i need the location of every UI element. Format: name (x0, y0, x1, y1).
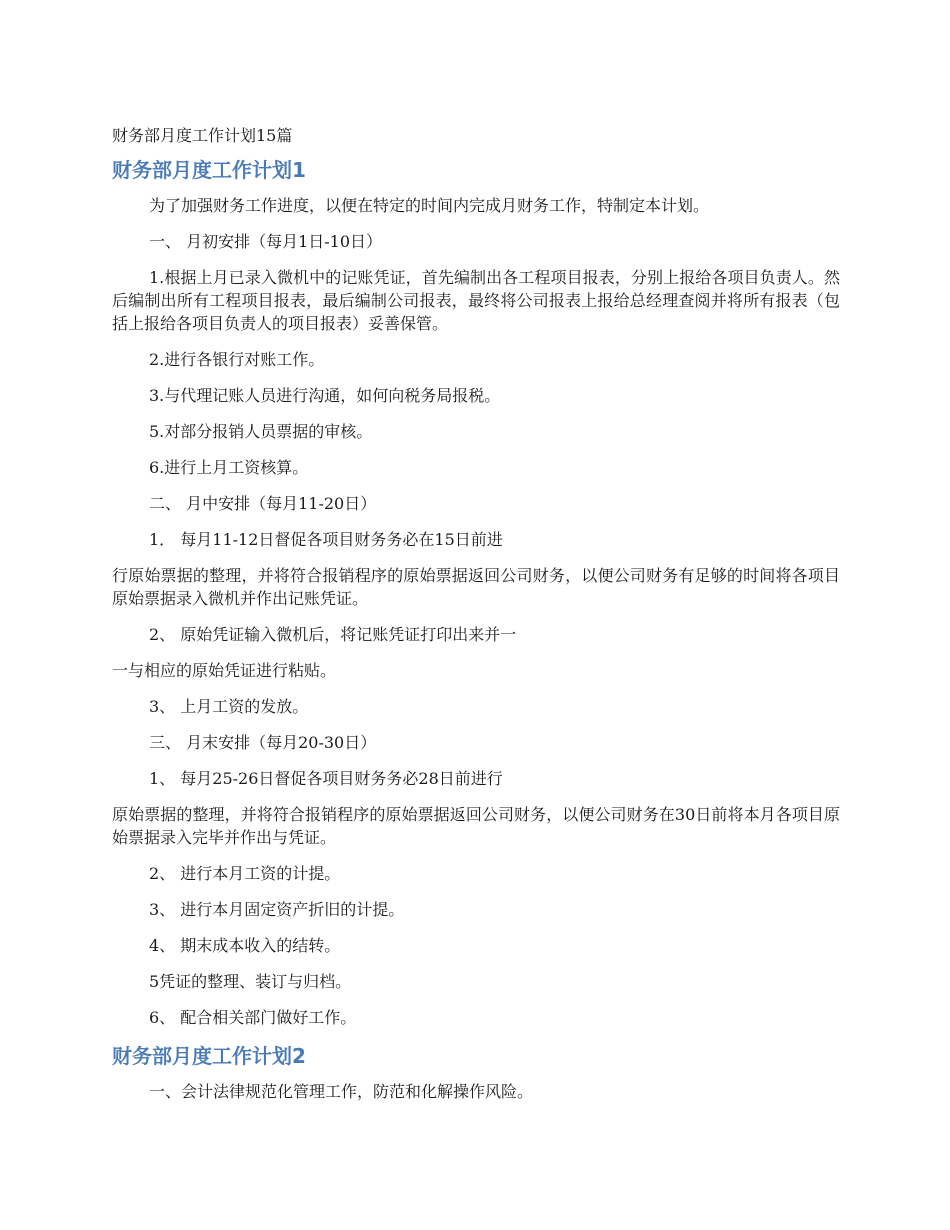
paragraph: 为了加强财务工作进度，以便在特定的时间内完成月财务工作，特制定本计划。 (149, 196, 710, 215)
paragraph: 4、 期末成本收入的结转。 (149, 936, 341, 955)
section-heading: 财务部月度工作计划2 (112, 1044, 306, 1068)
paragraph: 一、会计法律规范化管理工作，防范和化解操作风险。 (149, 1082, 534, 1101)
paragraph: 二、 月中安排（每月11-20日） (149, 494, 377, 513)
document-body (112, 156, 840, 1103)
document-page (112, 112, 840, 1116)
paragraph: 1． 每月11-12日督促各项目财务务必在15日前进 (149, 530, 503, 549)
paragraph: 1、 每月25-26日督促各项目财务务必28日前进行 (149, 769, 503, 788)
paragraph: 6.进行上月工资核算。 (149, 458, 309, 477)
paragraph: 2、 原始凭证输入微机后，将记账凭证打印出来并一 (149, 625, 517, 644)
paragraph: 5.对部分报销人员票据的审核。 (149, 422, 373, 441)
paragraph: 1.根据上月已录入微机中的记账凭证，首先编制出各工程项目报表，分别上报给各项目负责人。然后编制出所有工程项目报表，最后编制公司报表，最终将公司报表上报给总经理查阅并将所有报表（包括上报给各项目负责人的项目报表）妥善保管。 (112, 268, 840, 333)
paragraph: 一、 月初安排（每月1日-10日） (149, 232, 383, 251)
document-title: 财务部月度工作计划15篇 (112, 126, 293, 145)
paragraph: 6、 配合相关部门做好工作。 (149, 1008, 357, 1027)
paragraph: 三、 月末安排（每月20-30日） (149, 733, 377, 752)
paragraph: 原始票据的整理，并将符合报销程序的原始票据返回公司财务，以便公司财务在30日前将本月各项目原始票据录入完毕并作出与凭证。 (112, 805, 840, 847)
paragraph: 2、 进行本月工资的计提。 (149, 864, 341, 883)
document-section (112, 156, 840, 1029)
document-section (112, 1042, 840, 1103)
paragraph: 5凭证的整理、装订与归档。 (149, 972, 352, 991)
section-heading: 财务部月度工作计划1 (112, 158, 306, 182)
paragraph: 3、 进行本月固定资产折旧的计提。 (149, 900, 405, 919)
paragraph: 一与相应的原始凭证进行粘贴。 (112, 661, 337, 680)
paragraph: 3.与代理记账人员进行沟通，如何向税务局报税。 (149, 386, 501, 405)
paragraph: 行原始票据的整理，并将符合报销程序的原始票据返回公司财务，以便公司财务有足够的时间将各项目原始票据录入微机并作出记账凭证。 (112, 566, 840, 608)
paragraph: 3、 上月工资的发放。 (149, 697, 309, 716)
paragraph: 2.进行各银行对账工作。 (149, 350, 325, 369)
